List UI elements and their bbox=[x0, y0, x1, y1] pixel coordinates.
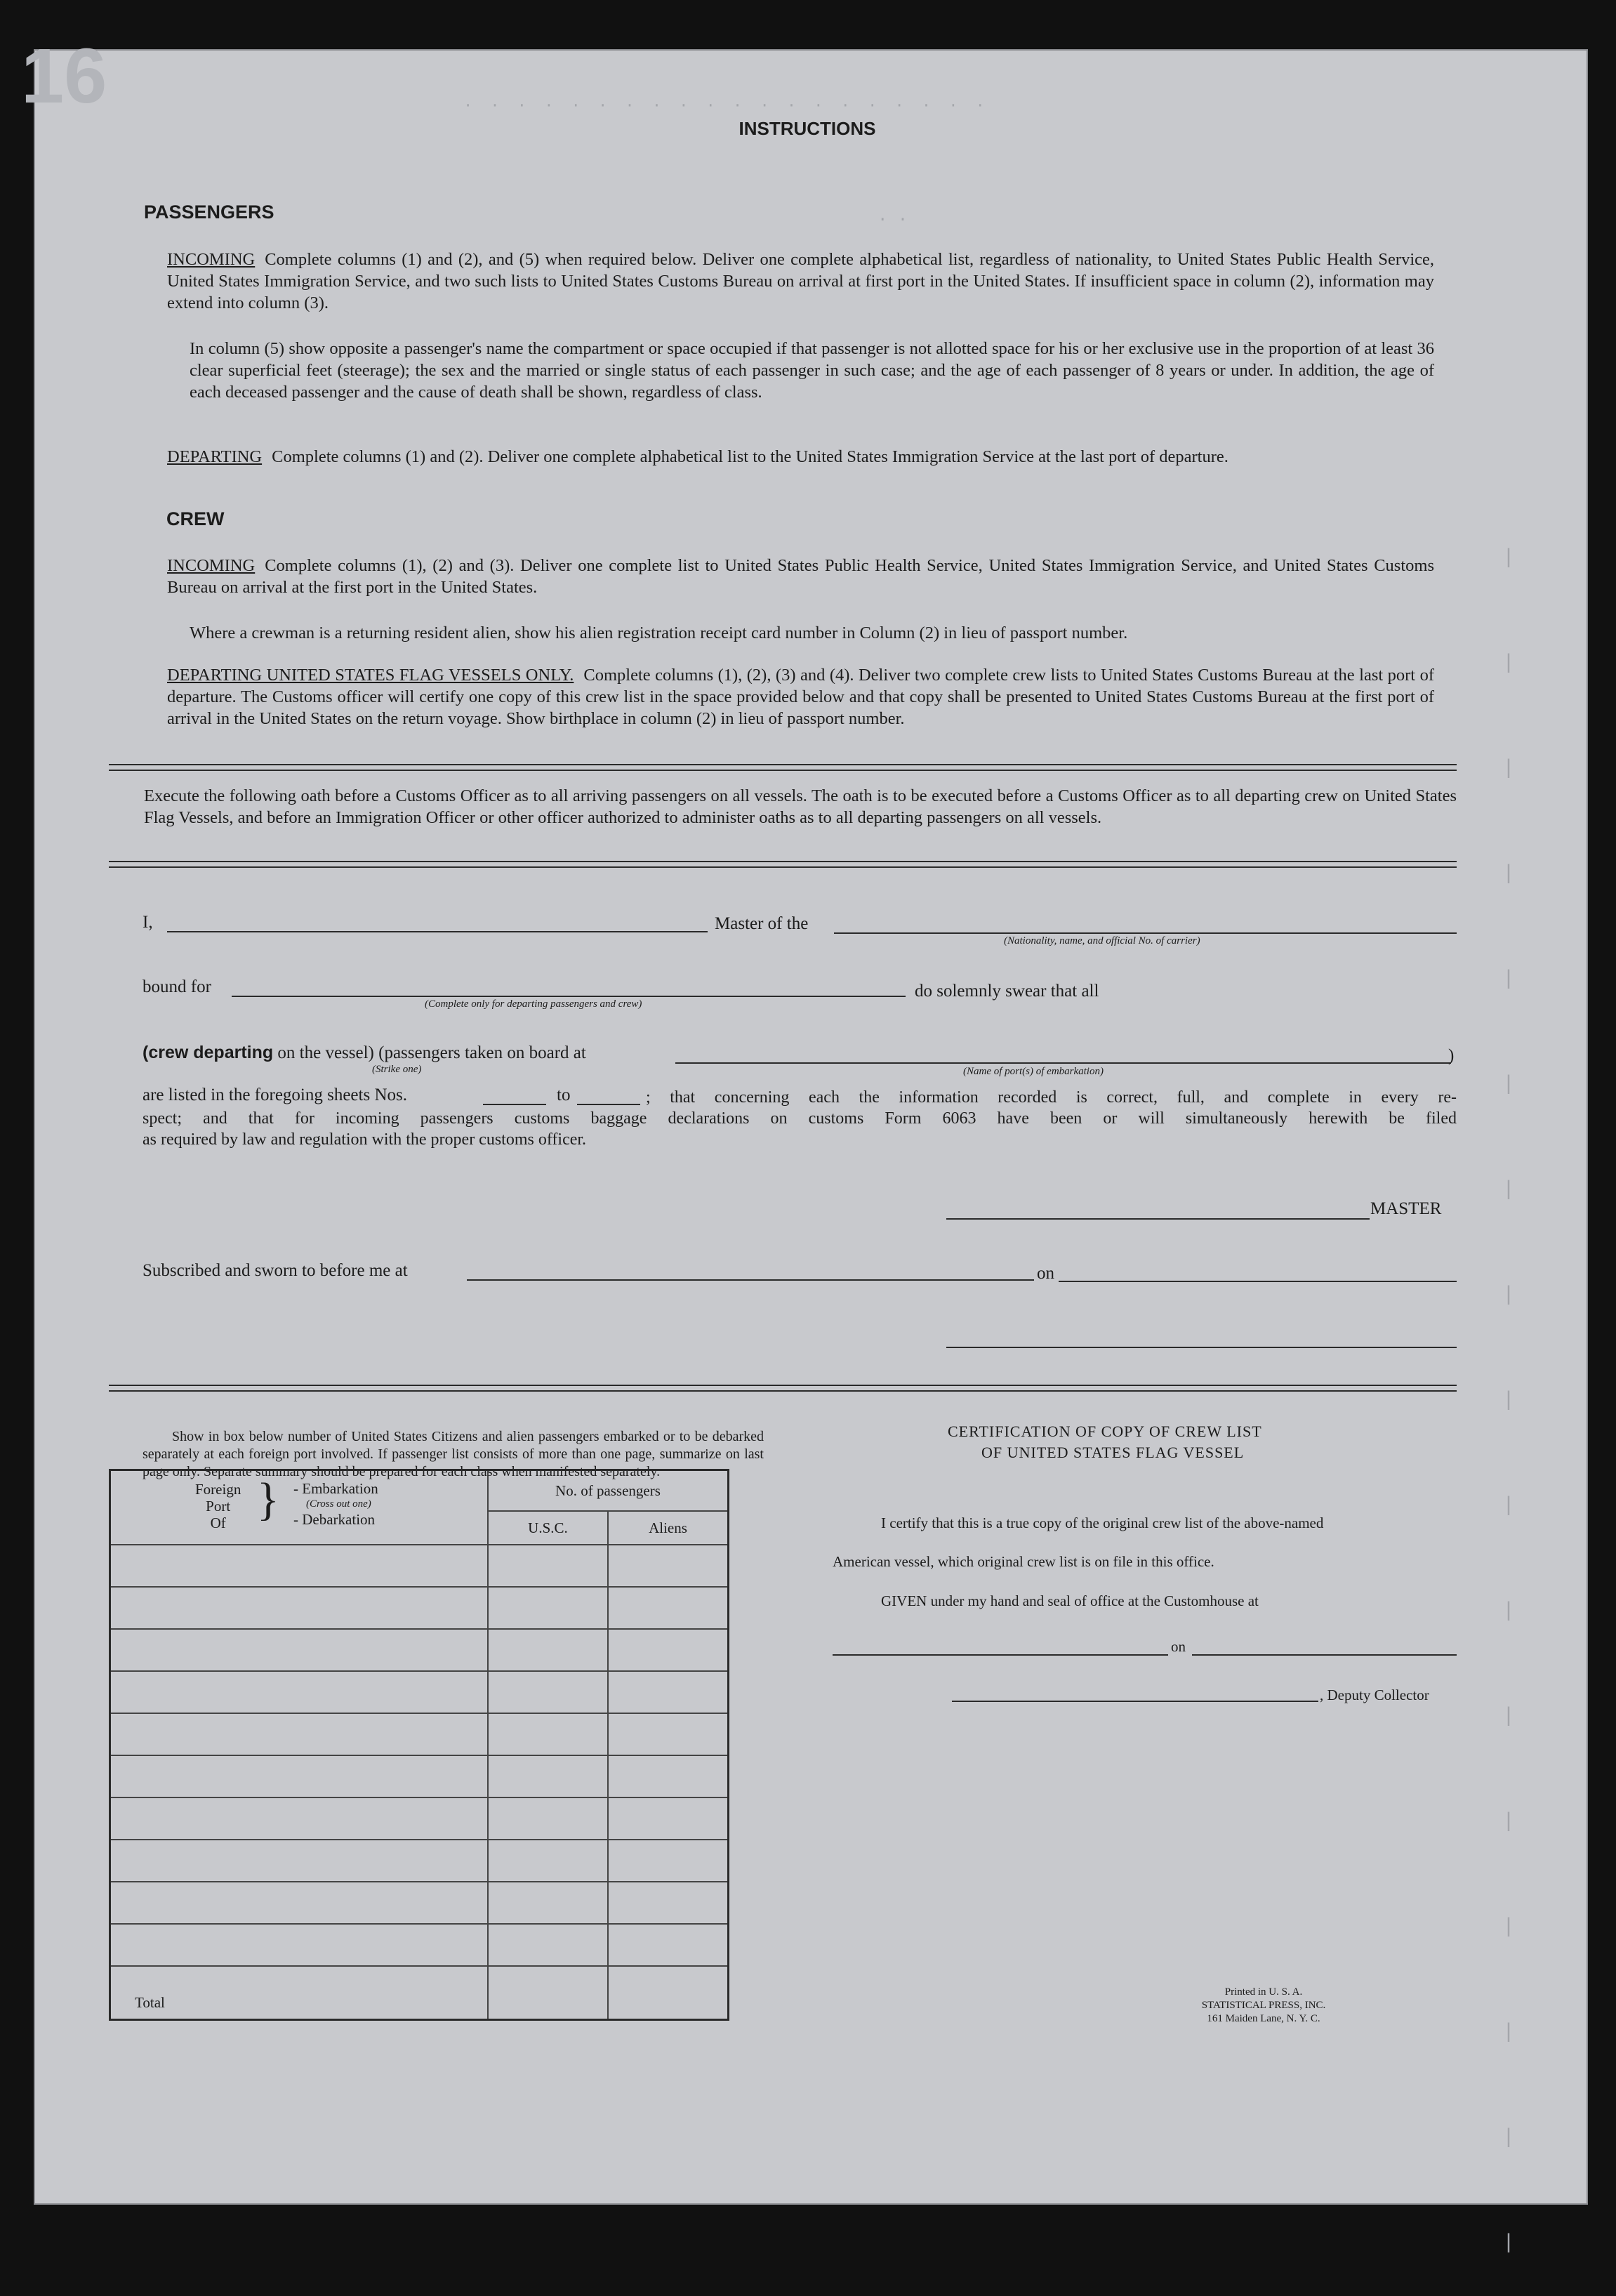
sheets-label: are listed in the foregoing sheets Nos. bbox=[143, 1086, 407, 1104]
foreign-label: Foreign bbox=[195, 1481, 241, 1498]
section-divider bbox=[109, 861, 1457, 868]
usc-cell[interactable] bbox=[488, 1629, 608, 1671]
deputy-signature-field[interactable] bbox=[952, 1701, 1318, 1702]
total-label: Total bbox=[110, 1966, 488, 2020]
aliens-cell[interactable] bbox=[608, 1797, 729, 1840]
bound-for-field[interactable] bbox=[232, 996, 906, 997]
aliens-cell[interactable] bbox=[608, 1840, 729, 1882]
embarkation-label: - Embarkation bbox=[293, 1480, 378, 1497]
usc-cell[interactable] bbox=[488, 1797, 608, 1840]
subscribed-label: Subscribed and sworn to before me at bbox=[143, 1261, 408, 1280]
total-row bbox=[110, 1966, 729, 2020]
close-paren: ) bbox=[1448, 1046, 1455, 1065]
certify-text-line1: I certify that this is a true copy of the original crew list of the above-named bbox=[881, 1515, 1324, 1531]
passengers-departing-text: Complete columns (1) and (2). Deliver one complete alphabetical list to the United States Immigration Service at the last port of departure. bbox=[272, 447, 1228, 466]
sheet-to-field[interactable] bbox=[577, 1104, 640, 1105]
page-title: INSTRUCTIONS bbox=[739, 118, 876, 139]
regulation-text: as required by law and regulation with the proper customs officer. bbox=[143, 1130, 587, 1149]
embarkation-caption: (Name of port(s) of embarkation) bbox=[963, 1066, 1104, 1077]
port-cell[interactable] bbox=[110, 1882, 488, 1924]
usc-column-header: U.S.C. bbox=[488, 1511, 608, 1545]
printer-line2: STATISTICAL PRESS, INC. bbox=[1201, 2000, 1326, 2011]
table-row bbox=[110, 1713, 729, 1755]
debarkation-label: - Debarkation bbox=[293, 1511, 376, 1528]
carrier-caption: (Nationality, name, and official No. of carrier) bbox=[1004, 935, 1200, 946]
usc-cell[interactable] bbox=[488, 1924, 608, 1966]
officer-signature-field[interactable] bbox=[946, 1347, 1457, 1348]
crew-heading: CREW bbox=[166, 508, 225, 529]
section-divider bbox=[109, 764, 1457, 771]
column5-paragraph: In column (5) show opposite a passenger's name the compartment or space occupied if that passenger is not allotted space for his or her exclusive use in the proportion of at least 36 clear superficial feet (steerage); the sex and the married or single status of each passenger in such case; and the age of each passenger of 8 years or under. In addition, the age of each deceased passenger and the cause of death shall be shown, regardless of class. bbox=[190, 339, 1434, 402]
crew-departing-lead: DEPARTING UNITED STATES FLAG VESSELS ONLY. bbox=[167, 666, 574, 685]
bound-for-label: bound for bbox=[143, 977, 211, 996]
page-number-stamp: 16 bbox=[21, 33, 107, 119]
aliens-cell[interactable] bbox=[608, 1671, 729, 1713]
crew-incoming-paragraph bbox=[167, 555, 1434, 598]
foreign-port-header bbox=[110, 1470, 488, 1545]
crew-departing-text: Complete columns (1), (2), (3) and (4). Deliver two complete crew lists to United States Customs Bureau at the last port of departure. The Customs officer will certify one copy of this crew list in the space provided below and that copy shall be presented to United States Customs Bureau at the first port of arrival in the United States on the return voyage. Show birthplace in column (2) in lieu of passport number. bbox=[167, 666, 1434, 728]
usc-total-cell[interactable] bbox=[488, 1966, 608, 2020]
aliens-cell[interactable] bbox=[608, 1545, 729, 1587]
passengers-incoming-paragraph bbox=[167, 249, 1434, 314]
usc-cell[interactable] bbox=[488, 1671, 608, 1713]
crew-incoming-lead: INCOMING bbox=[167, 556, 256, 575]
table-row bbox=[110, 1882, 729, 1924]
aliens-column-header: Aliens bbox=[608, 1511, 729, 1545]
bleed-through-margin-numbers: | | | | | | | | | | | | | | | | | bbox=[1502, 546, 1516, 2255]
port-cell[interactable] bbox=[110, 1713, 488, 1755]
strike-one-line bbox=[143, 1043, 586, 1063]
table-header-row bbox=[110, 1470, 729, 1512]
printer-line3: 161 Maiden Lane, N. Y. C. bbox=[1207, 2013, 1320, 2024]
table-row bbox=[110, 1840, 729, 1882]
certification-date-field[interactable] bbox=[1192, 1654, 1457, 1656]
usc-cell[interactable] bbox=[488, 1587, 608, 1629]
table-row bbox=[110, 1924, 729, 1966]
bound-for-caption: (Complete only for departing passengers and crew) bbox=[425, 998, 642, 1010]
passenger-summary-table bbox=[109, 1469, 729, 2021]
subscribed-date-field[interactable] bbox=[1059, 1281, 1457, 1282]
passengers-count-header: No. of passengers bbox=[488, 1470, 729, 1512]
strike-one-caption: (Strike one) bbox=[372, 1064, 422, 1075]
aliens-total-cell[interactable] bbox=[608, 1966, 729, 2020]
section-divider bbox=[109, 1385, 1457, 1392]
usc-cell[interactable] bbox=[488, 1882, 608, 1924]
usc-cell[interactable] bbox=[488, 1713, 608, 1755]
table-row bbox=[110, 1671, 729, 1713]
customhouse-field[interactable] bbox=[833, 1654, 1168, 1656]
usc-cell[interactable] bbox=[488, 1545, 608, 1587]
sheet-from-field[interactable] bbox=[483, 1104, 546, 1105]
table-row bbox=[110, 1629, 729, 1671]
certification-on-label: on bbox=[1171, 1638, 1186, 1655]
passengers-taken-option: on the vessel) (passengers taken on board at bbox=[277, 1043, 586, 1062]
resident-alien-paragraph: Where a crewman is a returning resident alien, show his alien registration receipt card number in Column (2) in lieu of passport number. bbox=[190, 624, 1128, 642]
of-label: Of bbox=[210, 1515, 226, 1531]
summary-instructions: Show in box below number of United States Citizens and alien passengers embarked or to be debarked separately at each foreign port involved. If passenger list consists of more than one page, summarize on last page only. Separate summary should be prepared for each class when manifested separately. bbox=[143, 1429, 764, 1479]
swear-text: do solemnly swear that all bbox=[915, 982, 1099, 1001]
baggage-text: spect; and that for incoming passengers customs baggage declarations on customs Form 6063 have been or will simultaneously herewith be filed bbox=[143, 1109, 1457, 1128]
master-of-the-label: Master of the bbox=[715, 914, 809, 933]
carrier-field[interactable] bbox=[834, 932, 1457, 934]
aliens-cell[interactable] bbox=[608, 1882, 729, 1924]
master-name-field[interactable] bbox=[167, 931, 708, 932]
certification-title-line1: CERTIFICATION OF COPY OF CREW LIST bbox=[948, 1423, 1262, 1440]
passengers-departing-paragraph bbox=[167, 446, 1434, 468]
cross-out-note: (Cross out one) bbox=[306, 1498, 371, 1510]
certify-text-line2: American vessel, which original crew list is on file in this office. bbox=[833, 1553, 1214, 1570]
bleed-through-dots: · · bbox=[877, 211, 908, 230]
aliens-cell[interactable] bbox=[608, 1629, 729, 1671]
certification-title-line2: OF UNITED STATES FLAG VESSEL bbox=[981, 1444, 1245, 1461]
port-cell[interactable] bbox=[110, 1840, 488, 1882]
correctness-text: ; that concerning each the information recorded is correct, full, and complete in every re- bbox=[646, 1088, 1457, 1107]
crew-incoming-text: Complete columns (1), (2) and (3). Deliver one complete list to United States Public Health Service, United States Immigration Service, and United States Customs Bureau on arrival at the first port in the United States. bbox=[167, 556, 1434, 597]
passengers-incoming-lead: INCOMING bbox=[167, 250, 256, 269]
table-row bbox=[110, 1755, 729, 1797]
aliens-cell[interactable] bbox=[608, 1924, 729, 1966]
brace-mark: } bbox=[257, 1474, 279, 1525]
port-label: Port bbox=[206, 1498, 231, 1515]
passengers-heading: PASSENGERS bbox=[144, 202, 274, 223]
subscribed-place-field[interactable] bbox=[467, 1279, 1034, 1281]
embarkation-port-field[interactable] bbox=[675, 1062, 1451, 1064]
subscribed-on-label: on bbox=[1037, 1264, 1054, 1283]
oath-i-label: I, bbox=[143, 913, 153, 932]
usc-cell[interactable] bbox=[488, 1840, 608, 1882]
crew-departing-option: (crew departing bbox=[143, 1043, 274, 1062]
given-text: GIVEN under my hand and seal of office at the Customhouse at bbox=[881, 1592, 1259, 1609]
usc-cell[interactable] bbox=[488, 1755, 608, 1797]
sheets-to-label: to bbox=[557, 1086, 571, 1104]
aliens-cell[interactable] bbox=[608, 1587, 729, 1629]
table-row bbox=[110, 1587, 729, 1629]
master-signature-field[interactable] bbox=[946, 1218, 1370, 1220]
port-cell[interactable] bbox=[110, 1545, 488, 1587]
printer-imprint bbox=[1193, 1986, 1334, 2026]
bleed-through-text: · · · · · · · · · · · · · · · · · · · · bbox=[463, 97, 989, 114]
aliens-cell[interactable] bbox=[608, 1755, 729, 1797]
aliens-cell[interactable] bbox=[608, 1713, 729, 1755]
port-cell[interactable] bbox=[110, 1671, 488, 1713]
port-cell[interactable] bbox=[110, 1629, 488, 1671]
port-cell[interactable] bbox=[110, 1797, 488, 1840]
crew-departing-paragraph bbox=[167, 664, 1434, 730]
port-cell[interactable] bbox=[110, 1587, 488, 1629]
oath-intro: Execute the following oath before a Customs Officer as to all arriving passengers on all vessels. The oath is to be executed before a Customs Officer as to all departing crew on United States Flag Vessels, and before an Immigration Officer or other officer authorized to administer oaths as to all departing passengers on all vessels. bbox=[144, 786, 1457, 827]
passengers-departing-lead: DEPARTING bbox=[167, 447, 263, 466]
table-row bbox=[110, 1545, 729, 1587]
passengers-incoming-text: Complete columns (1) and (2), and (5) when required below. Deliver one complete alphabetical list, regardless of nationality, to United States Public Health Service, United States Immigration Service, and two such lists to United States Customs Bureau on arrival at first port in the United States. If insufficient space in column (2), information may extend into column (3). bbox=[167, 250, 1434, 312]
port-cell[interactable] bbox=[110, 1755, 488, 1797]
port-cell[interactable] bbox=[110, 1924, 488, 1966]
printer-line1: Printed in U. S. A. bbox=[1224, 1986, 1303, 1998]
master-label: MASTER bbox=[1370, 1199, 1442, 1218]
table-row bbox=[110, 1797, 729, 1840]
deputy-collector-label: , Deputy Collector bbox=[1320, 1687, 1429, 1703]
